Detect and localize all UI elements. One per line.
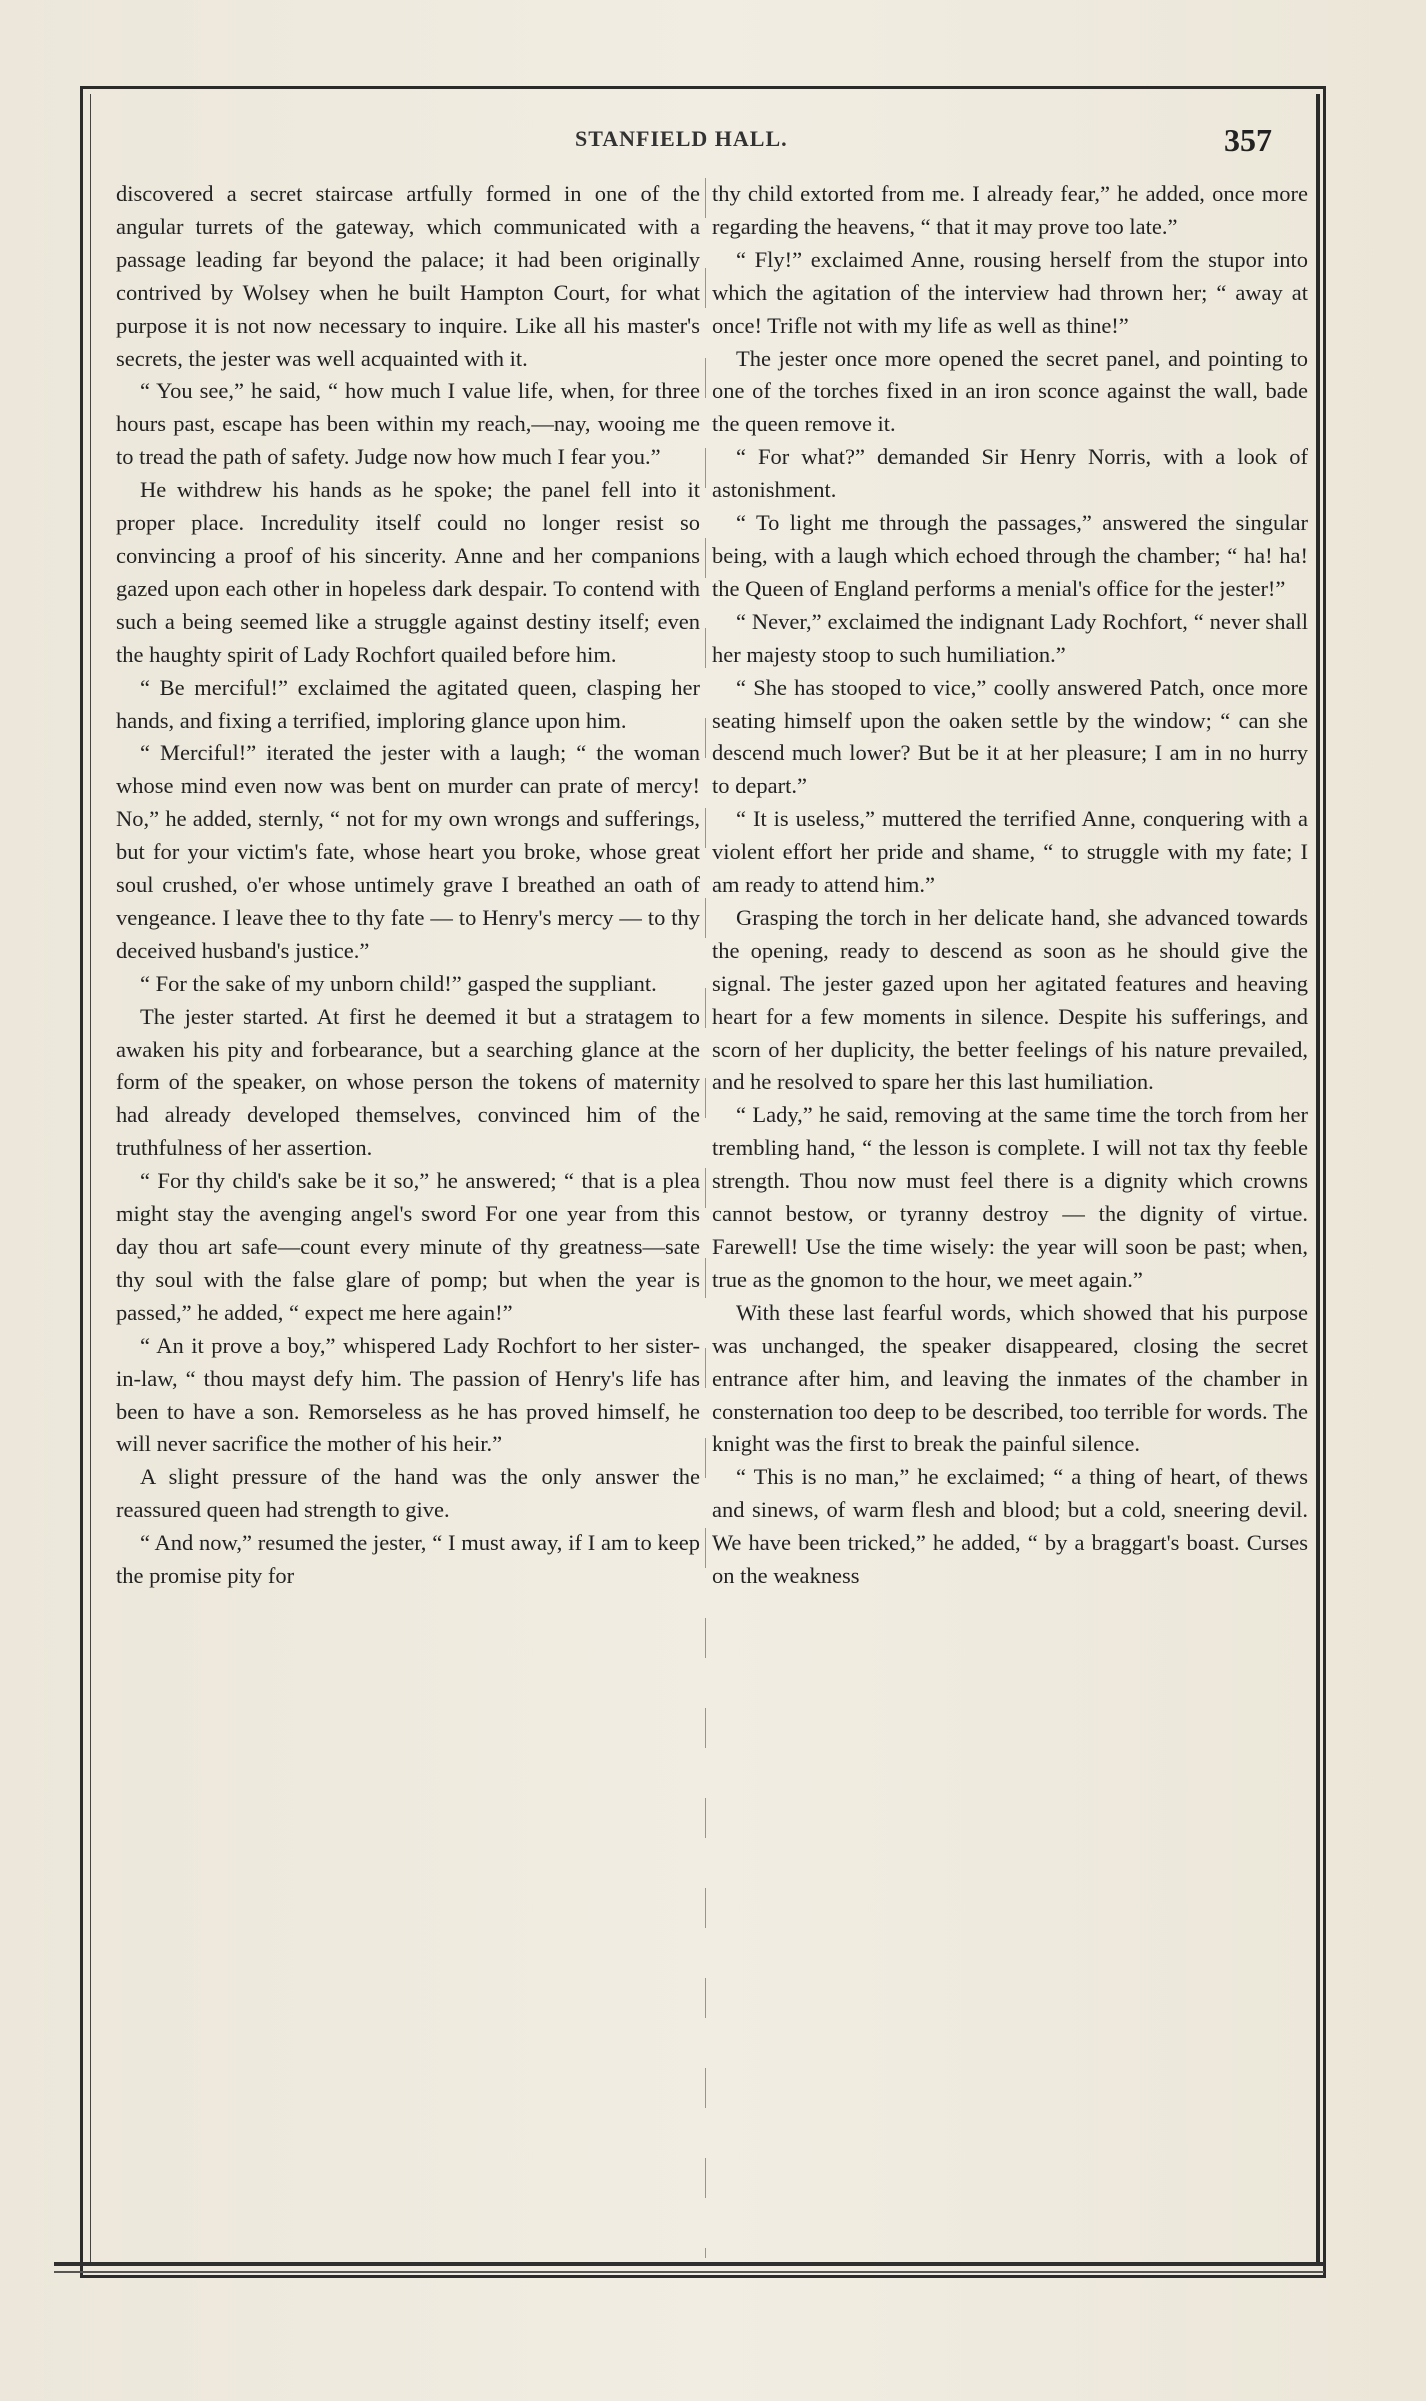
paragraph: “ This is no man,” he exclaimed; “ a thing of heart, of thews and sinews, of warm flesh and blood; but a cold, sneering devil. We have been tricked,” he added, “ by a braggart's boast. Curses on the weakness xyxy=(712,1464,1308,1589)
paragraph: “ And now,” resumed the jester, “ I must away, if I am to keep the promise pity for xyxy=(116,1530,700,1589)
paragraph: The jester started. At first he deemed it but a stratagem to awaken his pity and forbearance, but a searching glance at the form of the speaker, on whose person the tokens of maternity had already developed themselves, convinced him of the truthfulness of her assertion. xyxy=(116,1003,700,1161)
paragraph: “ To light me through the passages,” answered the singular being, with a laugh which echoed through the chamber; “ ha! ha! the Queen of England performs a menial's office for the jester!” xyxy=(712,510,1308,601)
paragraph: “ You see,” he said, “ how much I value life, when, for three hours past, escape has been within my reach,—nay, wooing me to tread the path of safety. Judge now how much I fear you.” xyxy=(116,378,700,470)
paragraph: thy child extorted from me. I already fear,” he added, once more regarding the heavens, “ that it may prove too late.” xyxy=(712,181,1308,239)
paragraph: Grasping the torch in her delicate hand, she advanced towards the opening, ready to descend as soon as he should give the signal. The jester gazed upon her agitated features and heaving heart for a few moments in silence. Despite his sufferings, and scorn of her duplicity, the better feelings of his nature prevailed, and he resolved to spare her this last humiliation. xyxy=(712,904,1308,1095)
paragraph: “ She has stooped to vice,” coolly answered Patch, once more seating himself upon the oaken settle by the window; “ can she descend much lower? But be it at her pleasure; I am in no hurry to depart.” xyxy=(712,674,1308,799)
paragraph: With these last fearful words, which showed that his purpose was unchanged, the speaker disappeared, closing the secret entrance after him, and leaving the inmates of the chamber in consternation too deep to be described, too terrible for words. The knight was the first to break the painful silence. xyxy=(712,1299,1308,1457)
right-column xyxy=(712,178,1308,2258)
paragraph: He withdrew his hands as he spoke; the panel fell into it proper place. Incredulity itself could no longer resist so convincing a proof of his sincerity. Anne and her companions gazed upon each other in hopeless dark despair. To contend with such a being seemed like a struggle against destiny itself; even the haughty spirit of Lady Rochfort quailed before him. xyxy=(116,477,700,667)
paragraph: “ Merciful!” iterated the jester with a laugh; “ the woman whose mind even now was bent on murder can prate of mercy! No,” he added, sternly, “ not for my own wrongs and sufferings, but for your victim's fate, whose heart you broke, whose great soul crushed, o'er whose untimely grave I breathed an oath of vengeance. I leave thee to thy fate — to Henry's mercy — to thy deceived husband's justice.” xyxy=(116,740,700,963)
paragraph: “ For what?” demanded Sir Henry Norris, with a look of astonishment. xyxy=(712,444,1308,503)
paragraph: discovered a secret staircase artfully formed in one of the angular turrets of the gateway, which communicated with a passage leading far beyond the palace; it had been originally contrived by Wolsey when he built Hampton Court, for what purpose it is not now necessary to inquire. Like all his master's secrets, the jester was well acquainted with it. xyxy=(116,181,700,371)
paragraph: “ Never,” exclaimed the indignant Lady Rochfort, “ never shall her majesty stoop to such humiliation.” xyxy=(712,608,1308,667)
paragraph: “ An it prove a boy,” whispered Lady Rochfort to her sister-in-law, “ thou mayst defy him. The passion of Henry's life has been to have a son. Remorseless as he has proved himself, he will never sacrifice the mother of his heir.” xyxy=(116,1332,700,1457)
bottom-rule-thin xyxy=(54,2271,1324,2273)
paragraph: “ It is useless,” muttered the terrified Anne, conquering with a violent effort her pride and shame, “ to struggle with my fate; I am ready to attend him.” xyxy=(712,806,1308,898)
page-border-right-rule xyxy=(1316,94,1320,2264)
running-title: STANFIELD HALL. xyxy=(575,126,788,151)
paragraph: “ Lady,” he said, removing at the same time the torch from her trembling hand, “ the lesson is complete. I will not tax thy feeble strength. Thou now must feel there is a dignity which crowns cannot bestow, or tyranny destroy — the dignity of virtue. Farewell! Use the time wisely: the year will soon be past; when, true as the gnomon to the hour, we meet again.” xyxy=(712,1102,1308,1292)
bottom-rule xyxy=(54,2262,1324,2266)
paragraph: “ For thy child's sake be it so,” he answered; “ that is a plea might stay the avenging angel's sword For one year from this day thou art safe—count every minute of thy greatness—sate thy soul with the false glare of pomp; but when the year is passed,” he added, “ expect me here again!” xyxy=(116,1168,700,1325)
paragraph: A slight pressure of the hand was the only answer the reassured queen had strength to give. xyxy=(116,1464,700,1523)
left-column xyxy=(116,178,700,2258)
page-number: 357 xyxy=(1224,122,1272,158)
paragraph: “ Fly!” exclaimed Anne, rousing herself from the stupor into which the agitation of the interview had thrown her; “ away at once! Trifle not with my life as well as thine!” xyxy=(712,246,1308,338)
column-divider xyxy=(705,178,706,2258)
paragraph: “ Be merciful!” exclaimed the agitated queen, clasping her hands, and fixing a terrified, imploring glance upon him. xyxy=(116,674,700,733)
paragraph: The jester once more opened the secret panel, and pointing to one of the torches fixed in an iron sconce against the wall, bade the queen remove it. xyxy=(712,345,1308,437)
paragraph: “ For the sake of my unborn child!” gasped the suppliant. xyxy=(140,970,657,996)
